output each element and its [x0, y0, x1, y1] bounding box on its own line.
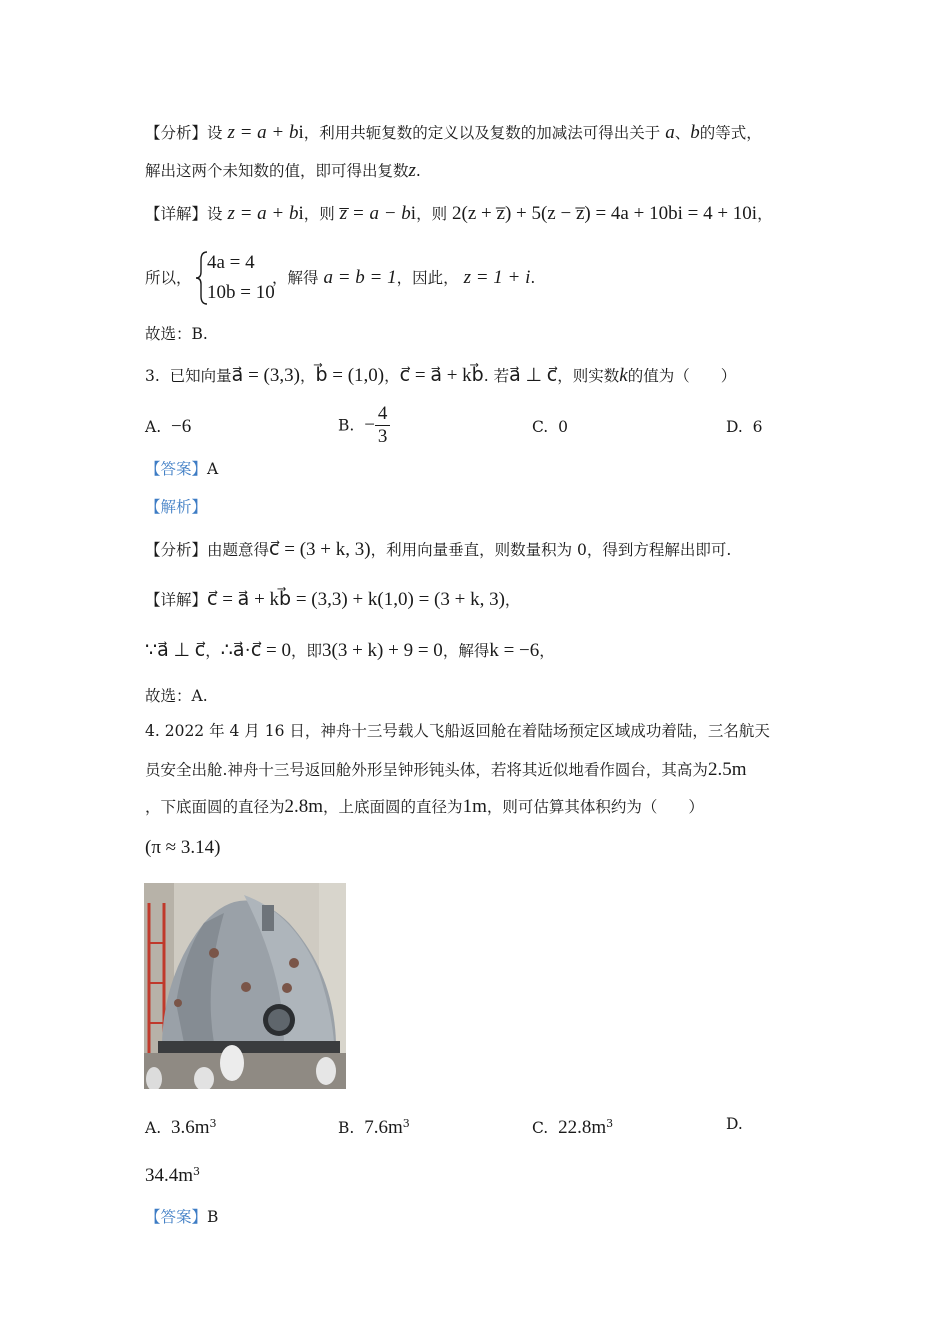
q4-answer: 【答案】B	[145, 1208, 219, 1226]
q3-detail-line2: ∵a⃗ ⊥ c⃗，∴a⃗·c⃗ = 0，即3(3 + k) + 9 = 0，解得k = −6，	[145, 640, 555, 661]
math-expr: 2(z + z̅) + 5(z − z̅) = 4a + 10bi = 4 + 10i	[452, 203, 758, 224]
q3-option-a: A. −6	[145, 416, 192, 437]
q3-stem: 3. 已知向量a⃗ = (3,3)，b⃗ = (1,0)，c⃗ = a⃗ + kb⃗. 若a⃗ ⊥ c⃗，则实数k的值为（ ）	[145, 365, 737, 386]
q4-option-c: C. $22.8m^3$	[532, 1117, 614, 1139]
q3-analysis: 【分析】由题意得c⃗ = (3 + k, 3)，利用向量垂直，则数量积为 0，得到方程解出即可.	[145, 539, 732, 560]
fraction: $\frac{4}{3}$	[375, 403, 391, 448]
q2-choice: 故选：B.	[145, 325, 208, 343]
q4-pi-note: (π ≈ 3.14)	[145, 837, 221, 858]
q2-analysis-line2: 解出这两个未知数的值，即可得出复数z.	[145, 160, 421, 181]
detail-tag: 【详解】	[145, 205, 208, 223]
q3-choice: 故选：A.	[145, 687, 208, 705]
q4-option-b: B. $7.6m^3$	[338, 1117, 410, 1139]
capsule-image-icon	[144, 883, 346, 1089]
analysis-tag: 【分析】	[145, 124, 208, 142]
q4-option-d-label: D.	[726, 1115, 743, 1133]
answer-tag: 【答案】	[145, 460, 208, 478]
q3-answer: 【答案】A	[145, 460, 219, 478]
q2-analysis-line1: 【分析】设 z = a + bi，利用共轭复数的定义以及复数的加减法可得出关于 a、b的等式，	[145, 122, 762, 143]
capsule-photo	[144, 883, 346, 1089]
math-expr: z = a + b	[227, 122, 299, 143]
q2-so-label: 所以，	[145, 269, 192, 287]
q4-option-d: $34.4m^3$	[145, 1165, 201, 1187]
q3-explain-tag: 【解析】	[145, 498, 208, 516]
q4-stem-line3: ，下底面圆的直径为2.8m，上底面圆的直径为1m，则可估算其体积约为（ ）	[145, 796, 704, 817]
q3-option-b: B. − $\frac{4}{3}$	[338, 403, 390, 448]
system-eq1: 4a = 4	[207, 252, 255, 273]
q3-detail: 【详解】c⃗ = a⃗ + kb⃗ = (3,3) + k(1,0) = (3 + k, 3)，	[145, 589, 521, 610]
system-eq2: 10b = 10	[207, 282, 275, 303]
q2-solve-line: ，解得 a = b = 1，因此， z = 1 + i.	[272, 267, 536, 288]
q4-stem-line2: 员安全出舱.神舟十三号返回舱外形呈钟形钝头体，若将其近似地看作圆台，其高为2.5m	[145, 759, 747, 780]
q3-option-d: D. 6	[726, 418, 763, 436]
q4-option-a: A. $3.6m^3$	[145, 1117, 217, 1139]
q2-detail-line1: 【详解】设 z = a + bi，则 z̅ = a − bi，则 2(z + z̅) + 5(z − z̅) = 4a + 10bi = 4 + 10i，	[145, 203, 773, 224]
q4-stem-line1: 4. 2022 年 4 月 16 日，神舟十三号载人飞船返回舱在着陆场预定区域成功着陆，三名航天	[145, 722, 770, 740]
q3-option-c: C. 0	[532, 418, 568, 436]
answer-tag: 【答案】	[145, 1208, 208, 1226]
